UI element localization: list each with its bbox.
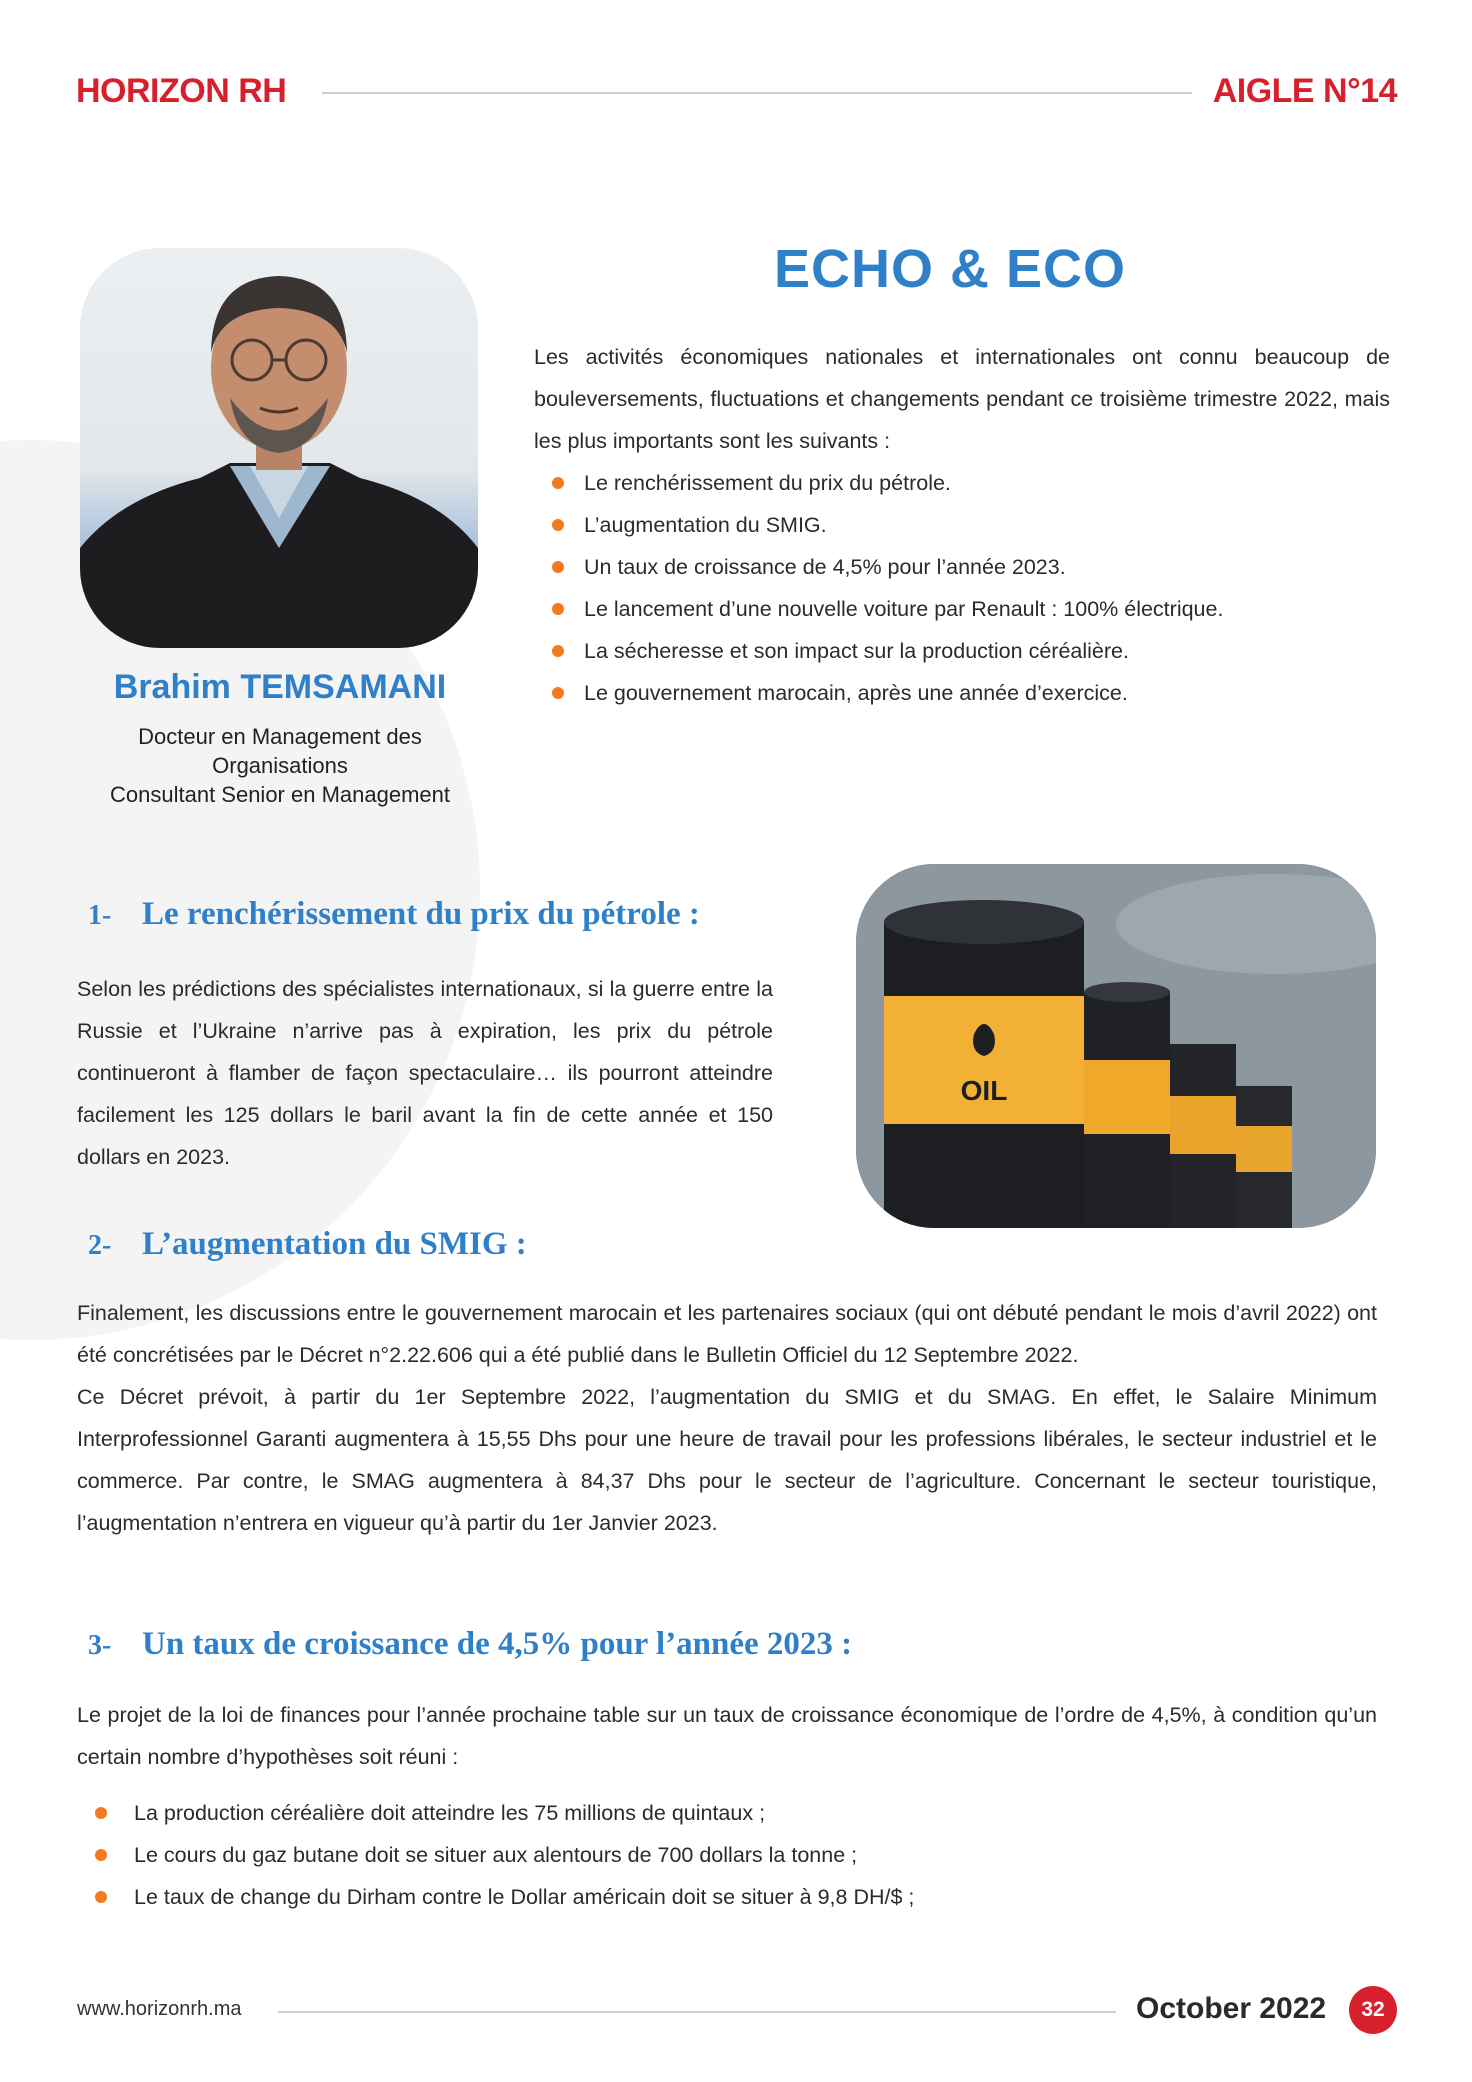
footer-divider [278,2011,1116,2013]
article-title: ECHO & ECO [773,239,1127,299]
bullet-dot-icon [95,1849,107,1861]
list-item [77,1834,1377,1876]
list-item-text: Le gouvernement marocain, après une année d’exercice. [584,681,1128,705]
article-intro: Les activités économiques nationales et internationales ont connu beaucoup de bouleversements, fluctuations et changements pendant ce troisième trimestre 2022, mais les plus importants sont les suivants : [534,345,1390,453]
page-number-badge: 32 [1349,1986,1397,2034]
author-role-line: Docteur en Management des [138,724,422,749]
section-3-heading [88,1626,852,1663]
oil-barrels-illustration [856,864,1376,1228]
issue-number: AIGLE N°14 [1212,72,1397,110]
list-item-text: L’augmentation du SMIG. [584,513,827,537]
barrel-1 [884,900,1084,1228]
list-item-text: Le taux de change du Dirham contre le Dollar américain doit se situer à 9,8 DH/$ ; [134,1885,915,1909]
bullet-dot-icon [552,645,564,657]
bullet-dot-icon [552,603,564,615]
bullet-dot-icon [552,519,564,531]
author-role [70,722,490,809]
barrel-2 [1084,982,1170,1228]
list-item [534,504,1390,546]
section-2-text [77,1292,1377,1544]
bullet-dot-icon [552,687,564,699]
author-name: Brahim TEMSAMANI [113,668,447,706]
list-item-text: Un taux de croissance de 4,5% pour l’année 2023. [584,555,1066,579]
author-photo [80,248,478,648]
section-number: 1- [88,900,112,931]
list-item [534,546,1390,588]
list-item [534,462,1390,504]
bullet-dot-icon [95,1807,107,1819]
issue-date: October 2022 [1136,1992,1327,2025]
list-item [77,1876,1377,1918]
list-item [77,1792,1377,1834]
list-item-text: Le cours du gaz butane doit se situer aux alentours de 700 dollars la tonne ; [134,1843,858,1867]
section-3-text: Le projet de la loi de finances pour l’année prochaine table sur un taux de croissance économique de l’ordre de 4,5%, à condition qu’un certain nombre d’hypothèses soit réuni : [77,1703,1377,1769]
header-divider [322,92,1192,94]
paragraph: Ce Décret prévoit, à partir du 1er Septembre 2022, l’augmentation du SMIG et du SMAG. En effet, le Salaire Minimum Interprofessionnel Garanti augmentera à 15,55 Dhs pour une heure de travail pour les professions libérales, le secteur industriel et le commerce. Par contre, le SMAG augmentera à 84,37 Dhs pour le secteur de l’agriculture. Concernant le secteur touristique, l’augmentation n’entrera en vigueur qu’à partir du 1er Janvier 2023. [77,1385,1377,1535]
paragraph: Finalement, les discussions entre le gouvernement marocain et les partenaires sociaux (qui ont débuté pendant le mois d’avril 2022) ont été concrétisées par le Décret n°2.22.606 qui a été publié dans le Bulletin Officiel du 12 Septembre 2022. [77,1301,1377,1367]
list-item-text: La sécheresse et son impact sur la production céréalière. [584,639,1129,663]
section-2-heading [88,1226,527,1263]
list-item-text: Le renchérissement du prix du pétrole. [584,471,951,495]
list-item-text: La production céréalière doit atteindre les 75 millions de quintaux ; [134,1801,766,1825]
oil-label: OIL [960,1075,1008,1106]
section-title: Un taux de croissance de 4,5% pour l’année 2023 : [142,1626,853,1662]
author-role-line: Organisations [212,753,348,778]
bullet-dot-icon [552,477,564,489]
website-link[interactable]: www.horizonrh.ma [77,1998,242,2020]
section-number: 2- [88,1230,112,1261]
list-item-text: Le lancement d’une nouvelle voiture par Renault : 100% électrique. [584,597,1224,621]
brand-logo: HORIZON RH [76,72,287,110]
section-number: 3- [88,1630,112,1661]
oil-barrels-image [856,864,1376,1228]
author-role-line: Consultant Senior en Management [110,782,450,807]
bullet-dot-icon [95,1891,107,1903]
section-title: L’augmentation du SMIG : [142,1226,527,1262]
list-item [534,672,1390,714]
section-1-text: Selon les prédictions des spécialistes internationaux, si la guerre entre la Russie et l’Ukraine n’arrive pas à expiration, les prix du pétrole continueront à flamber de façon spectaculaire… ils pourront atteindre facilement les 125 dollars le baril avant la fin de cette année et 150 dollars en 2023. [77,977,773,1169]
list-item [534,630,1390,672]
list-item [534,588,1390,630]
bullet-dot-icon [552,561,564,573]
intro-bullet-list [534,462,1390,714]
section-3-bullet-list [77,1792,1377,1918]
barrel-4 [1236,1086,1292,1228]
barrel-3 [1166,1044,1236,1228]
section-1-heading [88,896,700,933]
author-portrait-illustration [80,248,478,648]
section-title: Le renchérissement du prix du pétrole : [142,896,700,932]
